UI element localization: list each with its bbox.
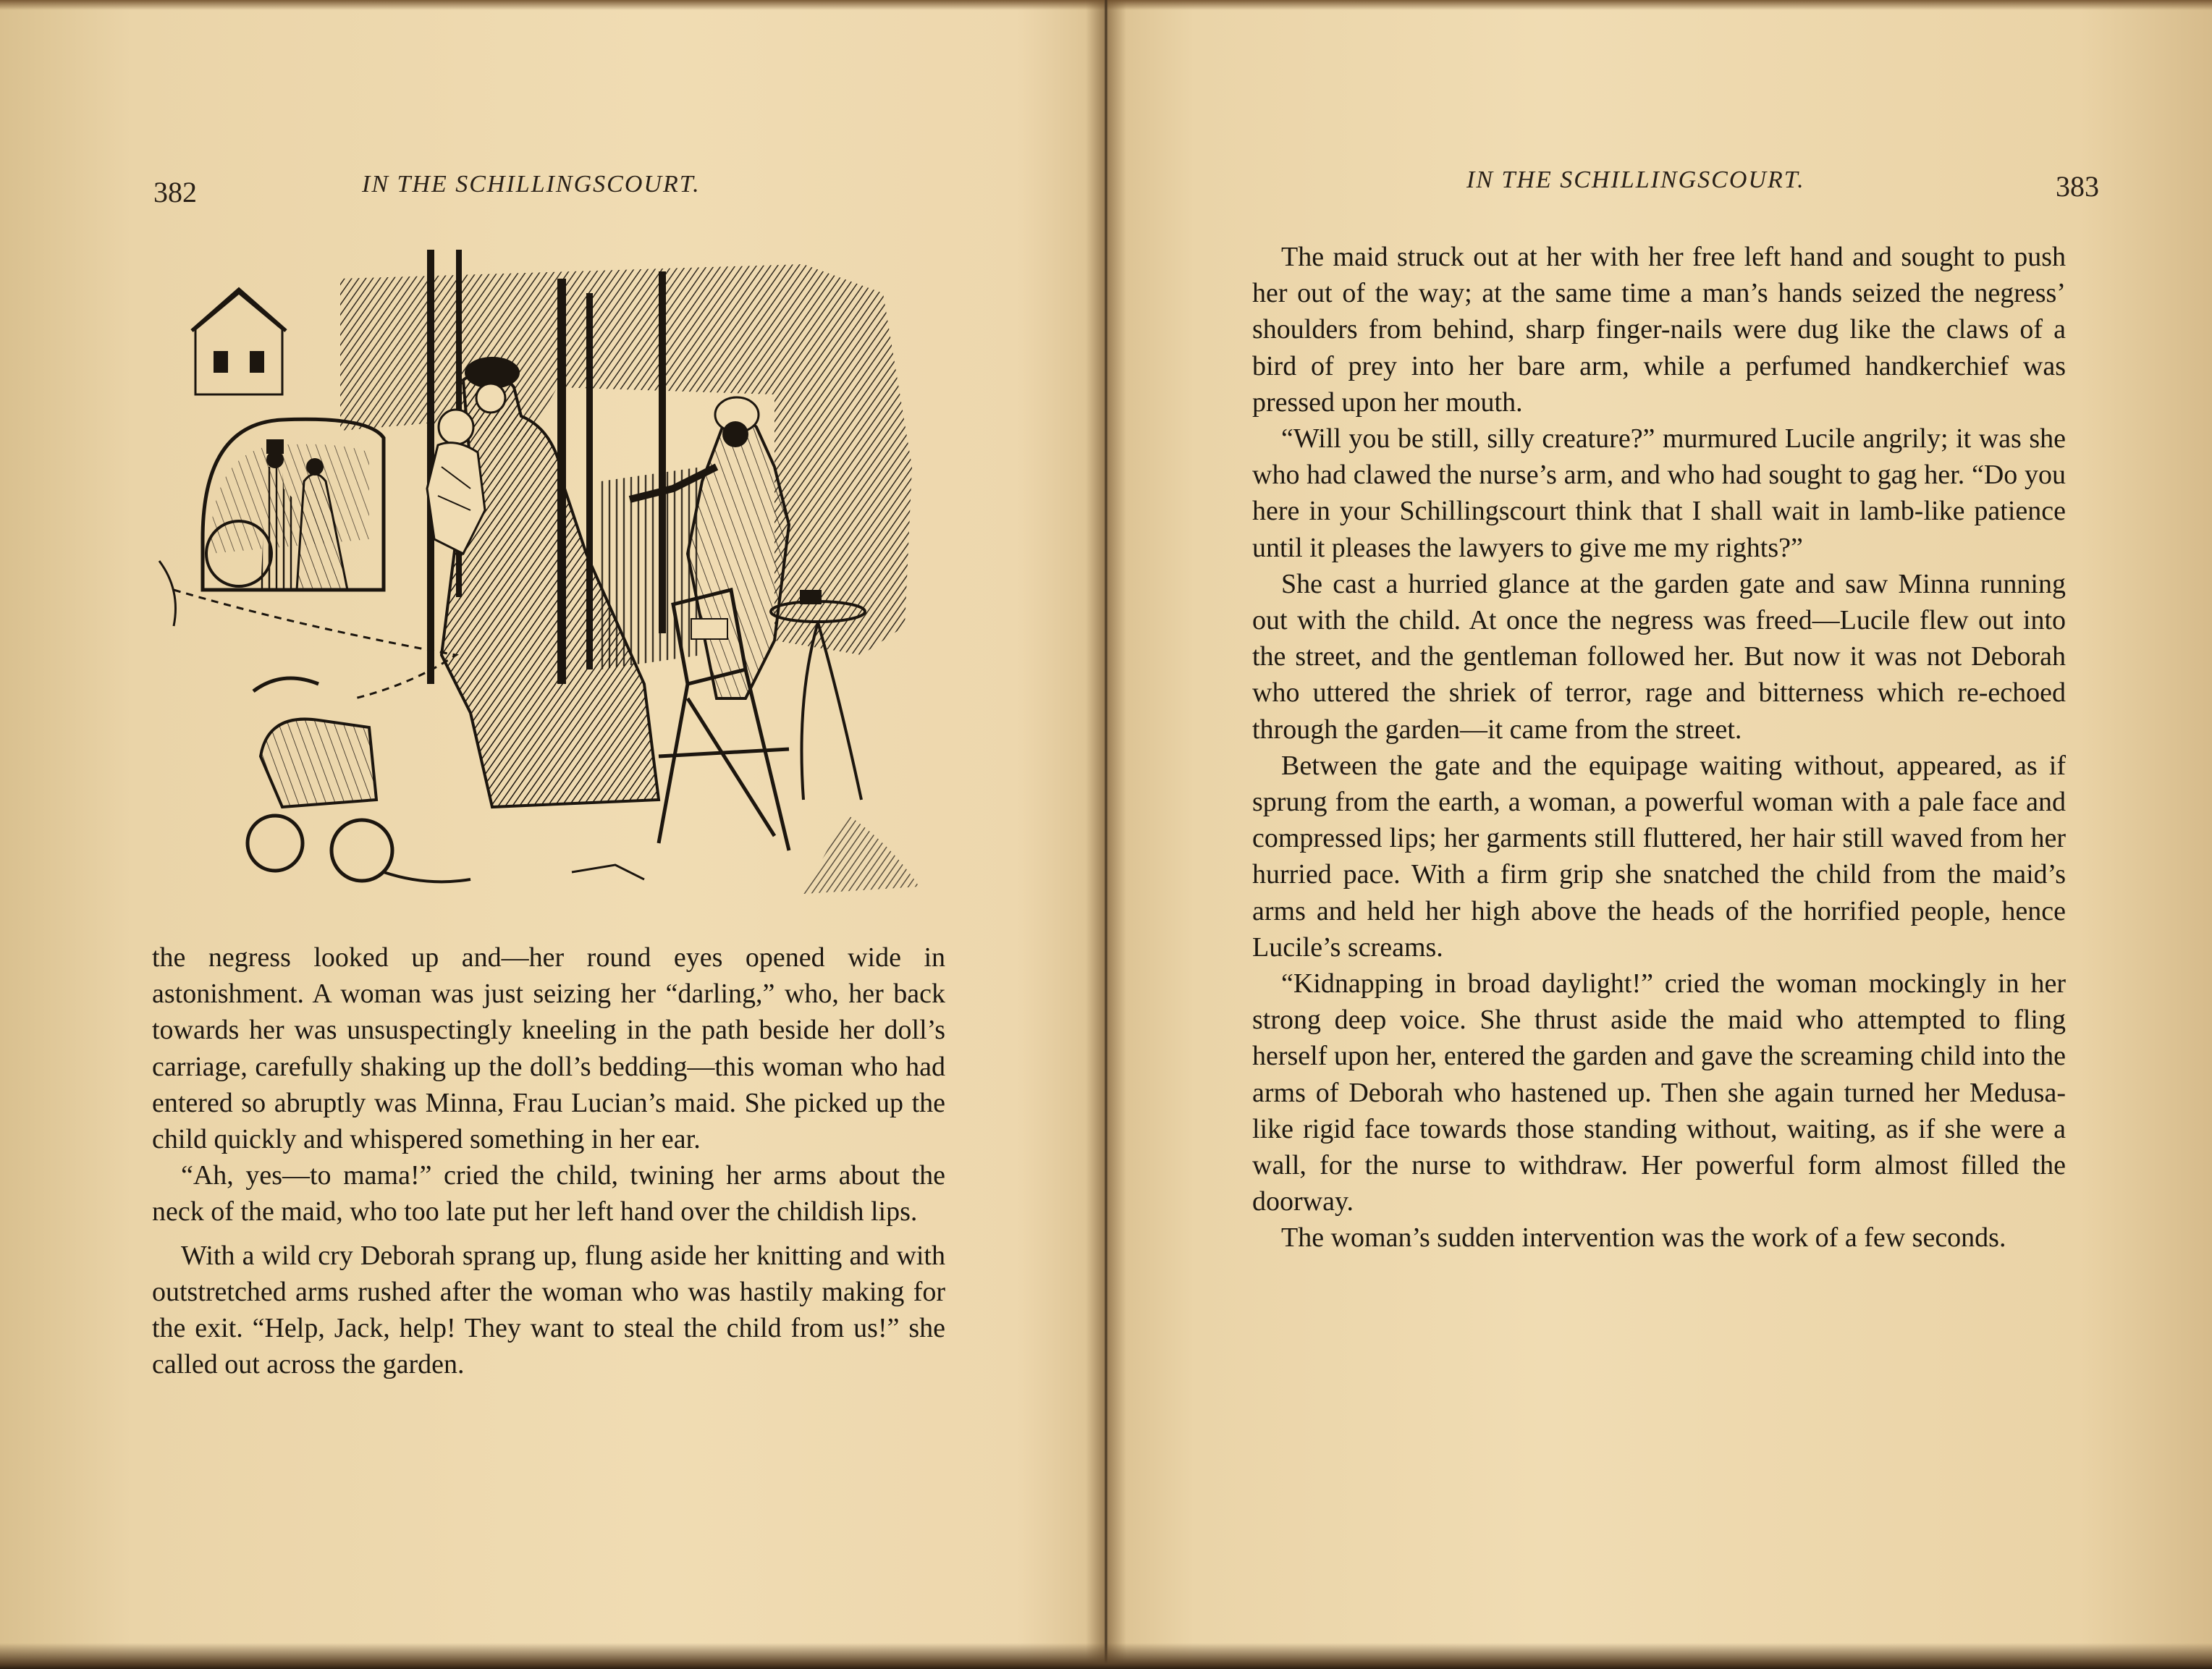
page-number-right: 383: [2056, 170, 2099, 203]
paragraph: “Ah, yes—to mama!” cried the child, twining her arms about the neck of the maid, who too late put her left hand over the childish lips.: [152, 1160, 945, 1228]
paragraph: The woman’s sudden intervention was the work of a few seconds.: [1281, 1222, 2006, 1254]
paragraph: The maid struck out at her with her free left hand and sought to push her out of the way; at the same time a man’s hands seized the negress’ shoulders from behind, sharp finger-nails were dug like the claws of a bird of prey into her bare arm, while a perfumed handkerchief was pressed upon her mouth.: [1252, 242, 2066, 418]
engraving-garden-scene-image: [152, 250, 941, 908]
paragraph: “Kidnapping in broad daylight!” cried the woman mockingly in her strong deep voice. She thrust aside the maid who attempted to fling herself upon her, entered the garden and gave the screaming child into the arms of Deborah who hastened up. Then she again turned her Medusa-like rigid face towards those standing without, waiting, as if she were a wall, for the nurse to withdraw. Her powerful form almost filled the doorway.: [1252, 968, 2066, 1217]
paragraph: With a wild cry Deborah sprang up, flung aside her knitting and with outstretched arms rushed after the woman who was hastily making for the exit. “Help, Jack, help! They want to steal the child from us!” she called out across the garden.: [152, 1240, 945, 1380]
page-number-left: 382: [153, 176, 197, 208]
paragraph: She cast a hurried glance at the garden gate and saw Minna running out with the child. At once the negress was freed—Lucile flew out into the street, and the gentleman followed her. But now it was not Deborah who uttered the shriek of terror, rage and bitterness which re-echoed through the garden—it came from the street.: [1252, 568, 2066, 745]
right-page: [1115, 0, 2212, 1669]
running-head-left: IN THE SCHILLINGSCOURT.: [362, 171, 701, 198]
engraving-illustration: [152, 250, 941, 908]
book-bottom-edge: [0, 1643, 2212, 1669]
running-head-right: IN THE SCHILLINGSCOURT.: [1466, 166, 1805, 193]
right-page-body: [1252, 239, 2066, 1256]
paragraph: Between the gate and the equipage waiting without, appeared, as if sprung from the earth, a woman, a powerful woman with a pale face and compressed lips; her garments still fluttered, her hair still waved from her hurried pace. With a firm grip she snatched the child from the maid’s arms and held her high above the heads of the horrified people, hence Lucile’s screams.: [1252, 750, 2066, 963]
left-page: [0, 0, 1097, 1669]
left-page-body: [152, 939, 945, 1382]
paragraph: “Will you be still, silly creature?” murmured Lucile angrily; it was she who had clawed the nurse’s arm, and who had sought to gag her. “Do you here in your Schillingscourt think that I shall wait in lamb-like patience until it pleases the lawyers to give me my rights?”: [1252, 423, 2066, 563]
paragraph: the negress looked up and—her round eyes opened wide in astonishment. A woman was just seizing her “darling,” who, her back towards her was unsuspectingly kneeling in the path beside her doll’s carriage, carefully shaking up the doll’s bedding—this woman who had entered so abruptly was Minna, Frau Lucian’s maid. She picked up the child quickly and whispered something in her ear.: [152, 942, 945, 1155]
